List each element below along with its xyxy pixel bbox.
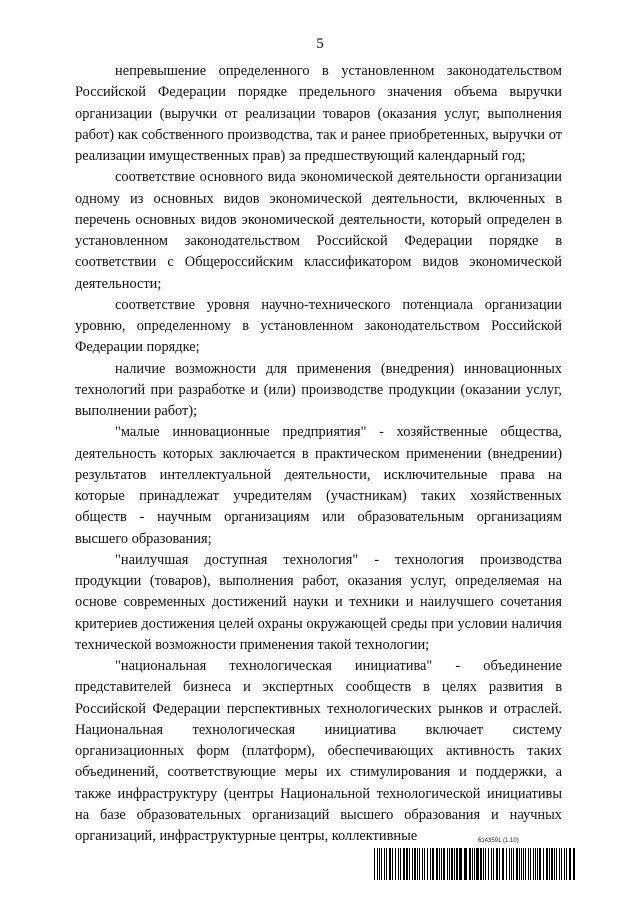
barcode-bar <box>449 848 450 880</box>
barcode-bar <box>424 848 425 880</box>
barcode-bar <box>480 848 482 880</box>
barcode-bar <box>528 848 529 880</box>
barcode-bar <box>400 848 401 880</box>
barcode-bar <box>539 848 541 880</box>
barcode-bar <box>523 848 524 880</box>
barcode-bar <box>403 848 405 880</box>
barcode-bar <box>409 848 410 880</box>
barcode-bar <box>381 848 382 880</box>
barcode-bar <box>566 848 567 880</box>
barcode-image <box>374 848 576 880</box>
barcode-bar <box>414 848 416 880</box>
barcode-bar <box>454 848 455 880</box>
barcode-bar <box>406 848 408 880</box>
barcode-bar <box>427 848 428 880</box>
barcode-bar <box>511 848 512 880</box>
barcode-bar <box>485 848 486 880</box>
barcode-bar <box>417 848 418 880</box>
barcode-bar <box>491 848 492 880</box>
barcode-bar <box>521 848 522 880</box>
barcode-bar <box>443 848 445 880</box>
barcode-bar <box>519 848 520 880</box>
barcode-bar <box>543 848 544 880</box>
barcode-bar <box>389 848 391 880</box>
barcode-bar <box>525 848 526 880</box>
barcode-bar <box>537 848 538 880</box>
barcode-bar <box>439 848 440 880</box>
barcode-bar <box>573 848 575 880</box>
barcode-bar <box>569 848 571 880</box>
paragraph-revenue-limit: непревышение определенного в установленном законодательством Российской Федерации порядке предельного значения объема выручки организации (выручки от реализации товаров (оказания услуг, выполнения работ) как собственного производства, так и ранее приобретенных, выручки от реализации имущественных прав) за предшествующий календарный год; <box>75 63 562 164</box>
barcode-bar <box>395 848 396 880</box>
barcode-bar <box>384 848 385 880</box>
barcode-bar <box>436 848 438 880</box>
barcode-bar <box>447 848 448 880</box>
barcode-bar <box>456 848 458 880</box>
barcode-bar <box>554 848 555 880</box>
paragraph-activity-type: соответствие основного вида экономической деятельности организации одному из основных видов экономической деятельности, включенных в перечень основных видов экономической деятельности, который определен в установленном законодательством Российской Федерации порядке в соответствии с Общероссийским классификатором видов экономической деятельности; <box>75 169 562 292</box>
barcode-bar <box>379 848 380 880</box>
barcode-bar <box>496 848 498 880</box>
barcode-bar <box>459 848 462 880</box>
barcode-bar <box>412 848 413 880</box>
barcode-bar <box>509 848 510 880</box>
barcode-bar <box>499 848 500 880</box>
barcode-bar <box>561 848 562 880</box>
barcode-bar <box>493 848 494 880</box>
barcode-bar <box>559 848 560 880</box>
barcode-bar <box>374 848 375 880</box>
paragraph-national-technology-initiative: "национальная технологическая инициатива" - объединение представителей бизнеса и экспертных сообществ в целях развития в Российской Федерации перспективных технологических рынков и отраслей. Национальная технологическая инициатива включает систему организационных форм (платформ), обеспечивающих активность таких объединений, соответствующие меры их стимулирования и поддержки, а также инфраструктуру (центры Национальной технологической инициативы на базе образовательных организаций высшего образования и научных организаций, инфраструктурные центры, коллективные <box>75 658 562 844</box>
barcode-bar <box>535 848 536 880</box>
document-body <box>75 61 562 847</box>
document-code: 6143591 (1.10) <box>478 838 519 844</box>
barcode-bar <box>488 848 489 880</box>
barcode-bar <box>398 848 399 880</box>
barcode-bar <box>513 848 514 880</box>
paragraph-innovation-capability: наличие возможности для применения (внедрения) инновационных технологий при разработке и (или) производстве продукции (оказании услуг, выполнении работ); <box>75 360 562 419</box>
barcode-bar <box>474 848 475 880</box>
page-number: 5 <box>316 36 324 52</box>
barcode-bar <box>441 848 442 880</box>
barcode-bar <box>472 848 473 880</box>
barcode-bar <box>483 848 484 880</box>
paragraph-small-innovative-enterprises: "малые инновационные предприятия" - хозяйственные общества, деятельность которых заключается в практическом применении (внедрении) результатов интеллектуальной деятельности, исключительные права на которые принадлежат учредителям (участникам) таких хозяйственных обществ - научным организациям или образовательным организациям высшего образования; <box>75 424 562 547</box>
barcode-bar <box>469 848 471 880</box>
barcode-bar <box>556 848 557 880</box>
barcode-bar <box>464 848 467 880</box>
barcode-bar <box>432 848 434 880</box>
barcode-bar <box>516 848 518 880</box>
paragraph-scientific-potential: соответствие уровня научно-технического потенциала организации уровню, определенному в установленном законодательством Российской Федерации порядке; <box>75 296 562 356</box>
barcode-bar <box>533 848 534 880</box>
barcode-bar <box>564 848 565 880</box>
barcode-bar <box>451 848 453 880</box>
barcode-bar <box>430 848 431 880</box>
barcode-bar <box>546 848 548 880</box>
paragraph-best-available-technology: "наилучшая доступная технология" - технология производства продукции (товаров), выполнения работ, оказания услуг, определяемая на основе современных достижений науки и техники и наилучшего сочетания критериев достижения целей охраны окружающей среды при условии наличия технической возможности применения такой технологии; <box>75 551 562 653</box>
barcode-bar <box>392 848 393 880</box>
barcode-bar <box>551 848 553 880</box>
barcode-bar <box>476 848 479 880</box>
barcode-bar <box>422 848 423 880</box>
barcode-bar <box>530 848 531 880</box>
barcode-bar <box>549 848 550 880</box>
barcode-bar <box>419 848 420 880</box>
barcode-bar <box>506 848 507 880</box>
barcode-bar <box>502 848 504 880</box>
barcode-bar <box>386 848 387 880</box>
barcode-bar <box>377 848 378 880</box>
